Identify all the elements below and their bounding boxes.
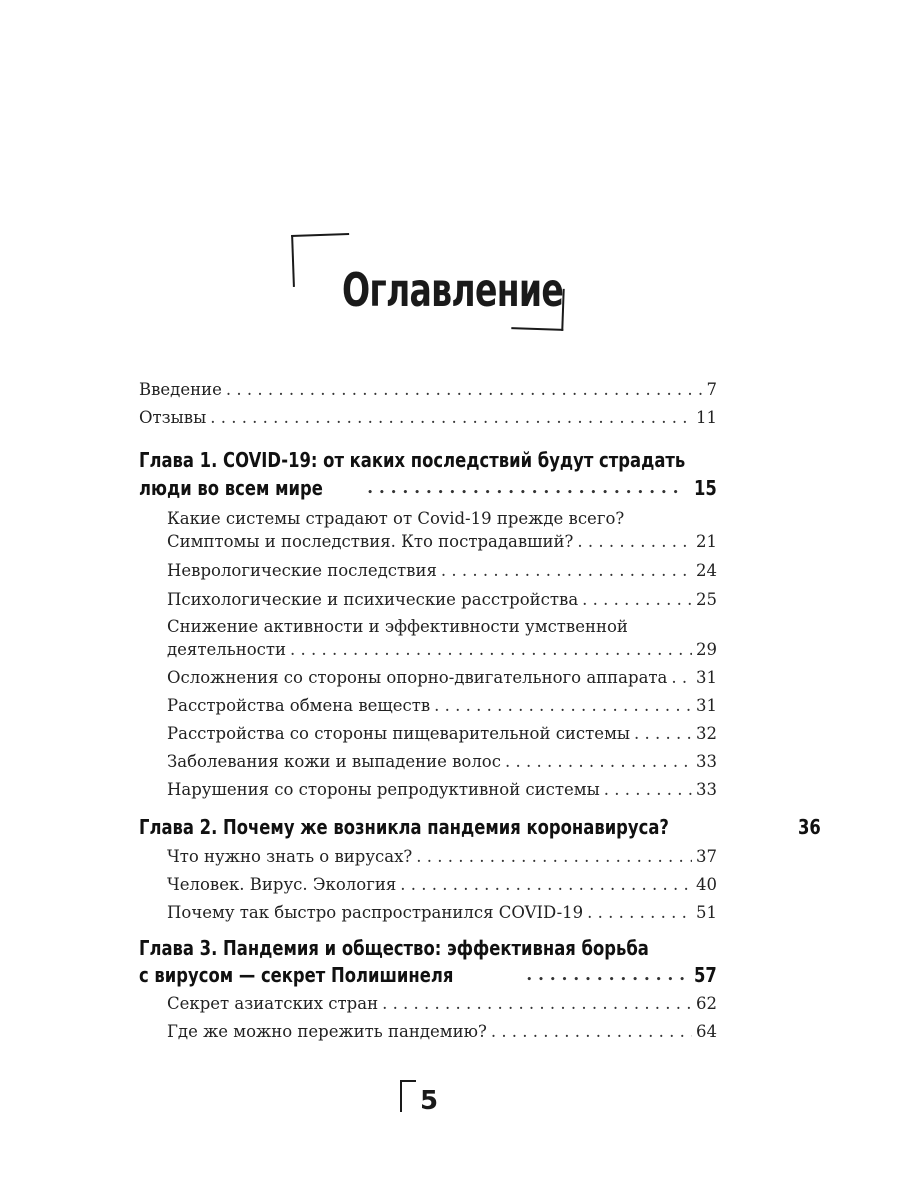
toc-entry-page: 51: [696, 903, 717, 922]
dot-leader: [634, 724, 692, 743]
toc-entry-label: Расстройства со стороны пищеварительной системы: [167, 724, 631, 743]
dot-leader: [604, 780, 692, 799]
toc-entry-section-8[interactable]: [167, 752, 717, 771]
toc-entry-section-13[interactable]: [167, 994, 717, 1013]
chapter-3-title-line-1[interactable]: Глава 3. Пандемия и общество: эффективная борьба: [139, 936, 649, 960]
dot-leader: [434, 696, 692, 715]
toc-entry-label: Нарушения со стороны репродуктивной системы: [167, 780, 600, 799]
toc-entry-label: люди во всем мире: [139, 476, 323, 500]
dot-leader: [491, 1022, 692, 1041]
toc-entry-label: Секрет азиатских стран: [167, 994, 379, 1013]
toc-entry-label: Почему так быстро распространился COVID-19: [167, 903, 584, 922]
page-title: Оглавление: [342, 263, 564, 317]
toc-entry-label: Осложнения со стороны опорно-двигательного аппарата: [167, 668, 668, 687]
toc-entry-intro[interactable]: [139, 380, 717, 399]
dot-leader: [210, 408, 692, 427]
toc-entry-page: 62: [696, 994, 717, 1013]
section-4-title-line-1[interactable]: Снижение активности и эффективности умственной: [167, 617, 628, 636]
folio-corner-bracket: [400, 1080, 416, 1112]
toc-entry-section-10[interactable]: [167, 847, 717, 866]
toc-entry-label: Неврологические последствия: [167, 561, 437, 580]
toc-entry-section-7[interactable]: [167, 724, 717, 743]
dot-leader: [505, 752, 692, 771]
dot-leader: [367, 476, 685, 500]
toc-entry-section-6[interactable]: [167, 696, 717, 715]
toc-entry-label: с вирусом — секрет Полишинеля: [139, 963, 454, 987]
toc-entry-section-5[interactable]: [167, 668, 717, 687]
toc-entry-section-3[interactable]: [167, 590, 717, 609]
toc-entry-section-4[interactable]: [167, 640, 717, 659]
toc-entry-label: Расстройства обмена веществ: [167, 696, 431, 715]
toc-entry-page: 37: [696, 847, 717, 866]
dot-leader: [582, 590, 692, 609]
toc-entry-page: 33: [696, 752, 717, 771]
toc-entry-page: 32: [696, 724, 717, 743]
toc-entry-section-2[interactable]: [167, 561, 717, 580]
toc-entry-section-1[interactable]: [167, 532, 717, 551]
dot-leader: [400, 875, 692, 894]
page-number: 5: [420, 1086, 439, 1116]
toc-entry-page: 33: [696, 780, 717, 799]
toc-entry-chapter-1[interactable]: [139, 476, 717, 500]
chapter-1-title-line-1[interactable]: Глава 1. COVID-19: от каких последствий будут страдать: [139, 448, 686, 472]
toc-entry-label: деятельности: [167, 640, 286, 659]
toc-entry-label: Отзывы: [139, 408, 207, 427]
toc-entry-page: 21: [696, 532, 717, 551]
dot-leader: [587, 903, 692, 922]
toc-entry-section-12[interactable]: [167, 903, 717, 922]
toc-entry-page: 36: [798, 815, 822, 839]
toc-entry-page: 31: [696, 668, 717, 687]
toc-entry-label: Симптомы и последствия. Кто пострадавший?: [167, 532, 574, 551]
toc-entry-page: 24: [696, 561, 717, 580]
toc-entry-page: 57: [694, 963, 717, 987]
toc-entry-page: 29: [696, 640, 717, 659]
toc-entry-label: Где же можно пережить пандемию?: [167, 1022, 487, 1041]
toc-entry-chapter-2[interactable]: [139, 815, 822, 839]
toc-entry-reviews[interactable]: [139, 408, 717, 427]
toc-entry-page: 15: [694, 476, 717, 500]
dot-leader: [671, 668, 692, 687]
toc-entry-page: 11: [696, 408, 717, 427]
toc-entry-page: 64: [696, 1022, 717, 1041]
toc-entry-label: Заболевания кожи и выпадение волос: [167, 752, 501, 771]
toc-entry-page: 31: [696, 696, 717, 715]
dot-leader: [382, 994, 692, 1013]
toc-entry-label: Человек. Вирус. Экология: [167, 875, 397, 894]
toc-entry-section-11[interactable]: [167, 875, 717, 894]
dot-leader: [416, 847, 692, 866]
toc-entry-page: 40: [696, 875, 717, 894]
toc-entry-label: Психологические и психические расстройства: [167, 590, 579, 609]
toc-entry-section-14[interactable]: [167, 1022, 717, 1041]
toc-entry-section-9[interactable]: [167, 780, 717, 799]
toc-entry-label: Введение: [139, 380, 222, 399]
dot-leader: [226, 380, 703, 399]
toc-entry-label: Что нужно знать о вирусах?: [167, 847, 413, 866]
toc-entry-page: 25: [696, 590, 717, 609]
section-1-title-line-1[interactable]: Какие системы страдают от Covid-19 прежде всего?: [167, 509, 625, 528]
dot-leader: [526, 963, 685, 987]
dot-leader: [441, 561, 692, 580]
dot-leader: [290, 640, 692, 659]
dot-leader: [577, 532, 692, 551]
toc-entry-label: Глава 2. Почему же возникла пандемия коронавируса?: [139, 815, 669, 839]
toc-entry-chapter-3[interactable]: [139, 963, 717, 987]
toc-entry-page: 7: [706, 380, 717, 399]
